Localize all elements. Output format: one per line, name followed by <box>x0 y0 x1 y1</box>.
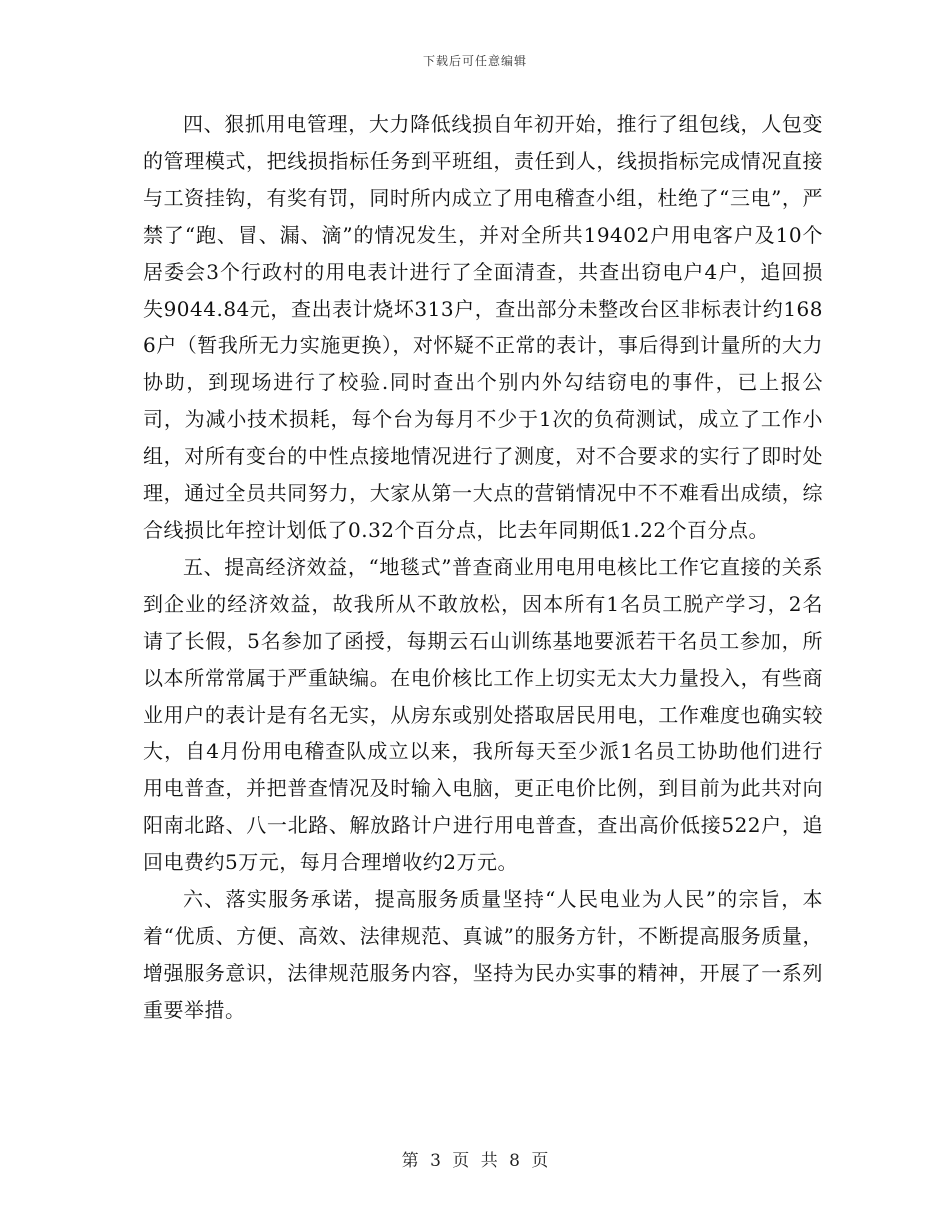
page-number-footer: 第 3 页 共 8 页 <box>401 1151 549 1171</box>
paragraph-service-commitment: 六、落实服务承诺，提高服务质量坚持“人民电业为人民”的宗旨，本着“优质、方便、高效、法律规范、真诚”的服务方针，不断提高服务质量，增强服务意识，法律规范服务内容，坚持为民办实事的精神，开展了一系列重要举措。 <box>143 887 823 1022</box>
document-body <box>143 106 823 1029</box>
paragraph-economic-benefit: 五、提高经济效益，“地毯式”普查商业用电用电核比工作它直接的关系到企业的经济效益，故我所从不敢放松，因本所有1名员工脱产学习，2名请了长假，5名参加了函授，每期云石山训练基地要派若干名员工参加，所以本所常常属于严重缺编。在电价核比工作上切实无太大力量投入，有些商业用户的表计是有名无实，从房东或别处搭取居民用电，工作难度也确实较大，自4月份用电稽查队成立以来，我所每天至少派1名员工协助他们进行用电普查，并把普查情况及时输入电脑，更正电价比例，到目前为此共对向阳南北路、八一北路、解放路计户进行用电普查，查出高价低接522户，追回电费约5万元，每月合理增收约2万元。 <box>143 554 823 875</box>
paragraph-electricity-management: 四、狠抓用电管理，大力降低线损自年初开始，推行了组包线，人包变的管理模式，把线损指标任务到平班组，责任到人，线损指标完成情况直接与工资挂钩，有奖有罚，同时所内成立了用电稽查小组，杜绝了“三电”，严禁了“跑、冒、漏、滴”的情况发生，并对全所共19402户用电客户及10个居委会3个行政村的用电表计进行了全面清查，共查出窃电户4户，追回损失9044.84元，查出表计烧坏313户，查出部分未整改台区非标表计约1686户（暂我所无力实施更换），对怀疑不正常的表计，事后得到计量所的大力协助，到现场进行了校验.同时查出个别内外勾结窃电的事件，已上报公司，为减小技术损耗，每个台为每月不少于1次的负荷测试，成立了工作小组，对所有变台的中性点接地情况进行了测度，对不合要求的实行了即时处理，通过全员共同努力，大家从第一大点的营销情况中不不难看出成绩，综合线损比年控计划低了0.32个百分点，比去年同期低1.22个百分点。 <box>143 112 823 542</box>
page-header: 下载后可任意编辑 <box>422 54 527 68</box>
